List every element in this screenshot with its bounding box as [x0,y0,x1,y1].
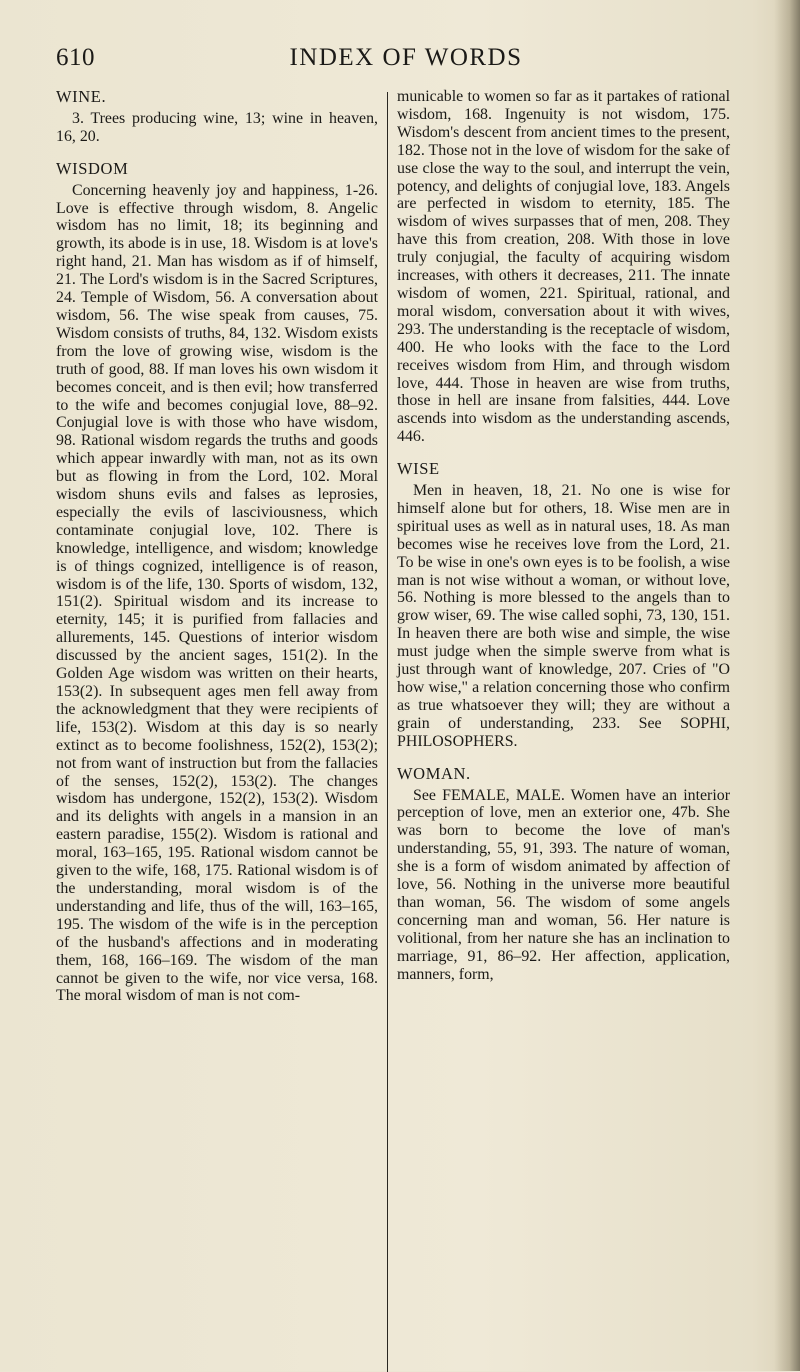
entry-text-wine: 3. Trees producing wine, 13; wine in heaven, 16, 20. [56,109,378,145]
right-column [397,88,730,998]
entry-heading-wise: WISE [397,459,440,479]
entry-text-wise: Men in heaven, 18, 21. No one is wise for himself alone but for others, 18. Wise men are in spiritual uses as well as in natural uses, 18. As man becomes wise he receives love from the Lord, 21. To be wise in one's own eyes is to be foolish, a wise man is not wise without a woman, or without love, 56. Nothing is more blessed to the angels than to grow wiser, 69. The wise called sophi, 73, 130, 151. In heaven there are both wise and simple, the wise must judge when the simple swerve from what is just through want of knowledge, 207. Cries of "O how wise," a relation concerning those who confirm as true whatsoever they will; they are without a grain of understanding, 233. See SOPHI, PHILOSOPHERS. [397,482,730,750]
page-header [56,44,756,84]
column-divider [387,92,388,1372]
left-column [56,88,378,1019]
running-head: INDEX OF WORDS [289,44,523,71]
entry-text-woman: See FEMALE, MALE. Women have an interior perception of love, men an exterior one, 47b. She was born to become the love of man's understanding, 55, 91, 393. The nature of woman, she is a form of wisdom animated by affection of love, 56. Nothing in the universe more beautiful than woman, 56. The wisdom of some angels concerning man and woman, 56. Her nature is volitional, from her nature she has an inclination to marriage, 91, 86–92. Her affection, application, manners, form, [397,786,730,983]
entry-text-wisdom-continued: municable to women so far as it partakes of rational wisdom, 168. Ingenuity is not wisdom, 175. Wisdom's descent from ancient times to the present, 182. Those not in the love of wisdom for the sake of use close the way to the soul, and interrupt the vein, potency, and delights of conjugial love, 183. Angels are perfected in wisdom to eternity, 185. The wisdom of wives surpasses that of men, 208. They have this from creation, 208. With those in love truly conjugial, the faculty of acquiring wisdom increases, with others it decreases, 211. The innate wisdom of women, 221. Spiritual, rational, and moral wisdom, conversation about it with wives, 293. The understanding is the receptacle of wisdom, 400. He who looks with the face to the Lord receives wisdom from Him, and through wisdom love, 444. Those in heaven are wise from truths, those in hell are insane from falsities, 444. Love ascends into wisdom as the understanding ascends, 446. [397,88,730,446]
page-edge-shadow [774,0,800,1371]
entry-text-wisdom: Concerning heavenly joy and happiness, 1-26. Love is effective through wisdom, 8. Angelic wisdom has no limit, 18; its beginning and growth, its abode is in use, 18. Wisdom is at love's right hand, 21. Man has wisdom as if of himself, 21. The Lord's wisdom is in the Sacred Scriptures, 24. Temple of Wisdom, 56. A conversation about wisdom, 56. The wise speak from causes, 75. Wisdom consists of truths, 84, 132. Wisdom exists from the love of growing wise, wisdom is the truth of good, 88. If man loves his own wisdom it becomes conceit, and is then evil; how transferred to the wife and becomes conjugial love, 88–92. Conjugial love is with those who have wisdom, 98. Rational wisdom regards the truths and goods which appear inwardly with man, not as its own but as flowing in from the Lord, 102. Moral wisdom shuns evils and falses as leprosies, especially the evils of lasciviousness, which contaminate conjugial love, 102. There is knowledge, intelligence, and wisdom; knowledge is of things cognized, intelligence is of reason, wisdom is of the life, 130. Sports of wisdom, 132, 151(2). Spiritual wisdom and its increase to eternity, 145; it is purified from fallacies and allurements, 145. Questions of interior wisdom discussed by the ancient sages, 151(2). In the Golden Age wisdom was written on their hearts, 153(2). In subsequent ages men fell away from the acknowledgment that they were recipients of life, 153(2). Wisdom at this day is so nearly extinct as to become foolishness, 152(2), 153(2); not from want of instruction but from the fallacies of the senses, 152(2), 153(2). The changes wisdom has undergone, 152(2), 153(2). Wisdom and its delights with angels in a mansion in an eastern paradise, 155(2). Wisdom is rational and moral, 163–165, 195. Rational wisdom cannot be given to the wife, 168, 175. Rational wisdom is of the understanding, moral wisdom is of the understanding and life, thus of the will, 163–165, 195. The wisdom of the wife is in the perception of the husband's affections and in moderating them, 168, 166–169. The wisdom of the man cannot be given to the wife, nor vice versa, 168. The moral wisdom of man is not com- [56,181,378,1005]
entry-heading-wine: WINE. [56,87,107,106]
entry-heading-woman: WOMAN. [397,763,471,783]
page-number: 610 [56,44,95,71]
entry-heading-wisdom: WISDOM [56,158,129,178]
